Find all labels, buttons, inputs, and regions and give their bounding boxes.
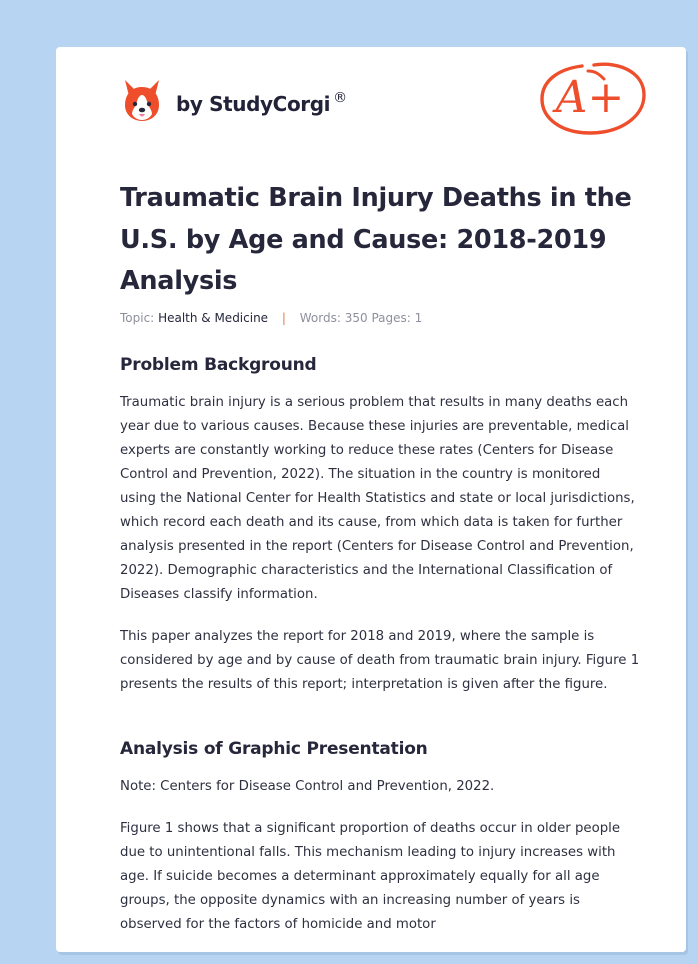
registered-mark: ® xyxy=(333,90,347,106)
page-title: Traumatic Brain Injury Deaths in the U.S. by Age and Cause: 2018-2019 Analysis xyxy=(120,183,632,296)
paragraph: Figure 1 shows that a significant proportion of deaths occur in older people due to unintentional falls. This mechanism leading to injury increases with age. If suicide becomes a determinant approximately equally for all age groups, the opposite dynamics with an increasing number of years is observed for the factors of homicide and motor xyxy=(120,821,621,932)
studycorgi-logo[interactable] xyxy=(122,77,347,123)
paper-meta xyxy=(120,311,422,325)
figure-note: Note: Centers for Disease Control and Prevention, 2022. xyxy=(120,779,495,794)
document-page xyxy=(56,47,686,952)
section-heading-analysis: Analysis of Graphic Presentation xyxy=(120,739,428,759)
topic-label: Topic: xyxy=(120,311,155,325)
word-count: Words: 350 xyxy=(299,311,368,325)
section-heading-problem-background: Problem Background xyxy=(120,355,317,375)
page-count: Pages: 1 xyxy=(371,311,423,325)
meta-separator: | xyxy=(281,311,286,325)
a-plus-grade-stamp xyxy=(536,57,648,139)
paragraph: This paper analyzes the report for 2018 and 2019, where the sample is considered by age and by cause of death from traumatic brain injury. Figure 1 presents the results of this report; interpretation is given after the figure. xyxy=(120,629,640,692)
corgi-icon xyxy=(122,78,162,122)
topic-link[interactable]: Health & Medicine xyxy=(158,311,269,325)
paragraph: Traumatic brain injury is a serious problem that results in many deaths each year due to various causes. Because these injuries are preventable, medical experts are constantly working to reduce these rates (Centers for Disease Control and Prevention, 2022). The situation in the country is monitored using the National Center for Health Statistics and state or local jurisdictions, which record each death and its cause, from which data is taken for further analysis presented in the report (Centers for Disease Control and Prevention, 2022). Demographic characteristics and the International Classification of Diseases classify information. xyxy=(120,395,635,602)
grade-text: A+ xyxy=(555,72,625,123)
logo-text: by StudyCorgi ® xyxy=(176,90,347,116)
